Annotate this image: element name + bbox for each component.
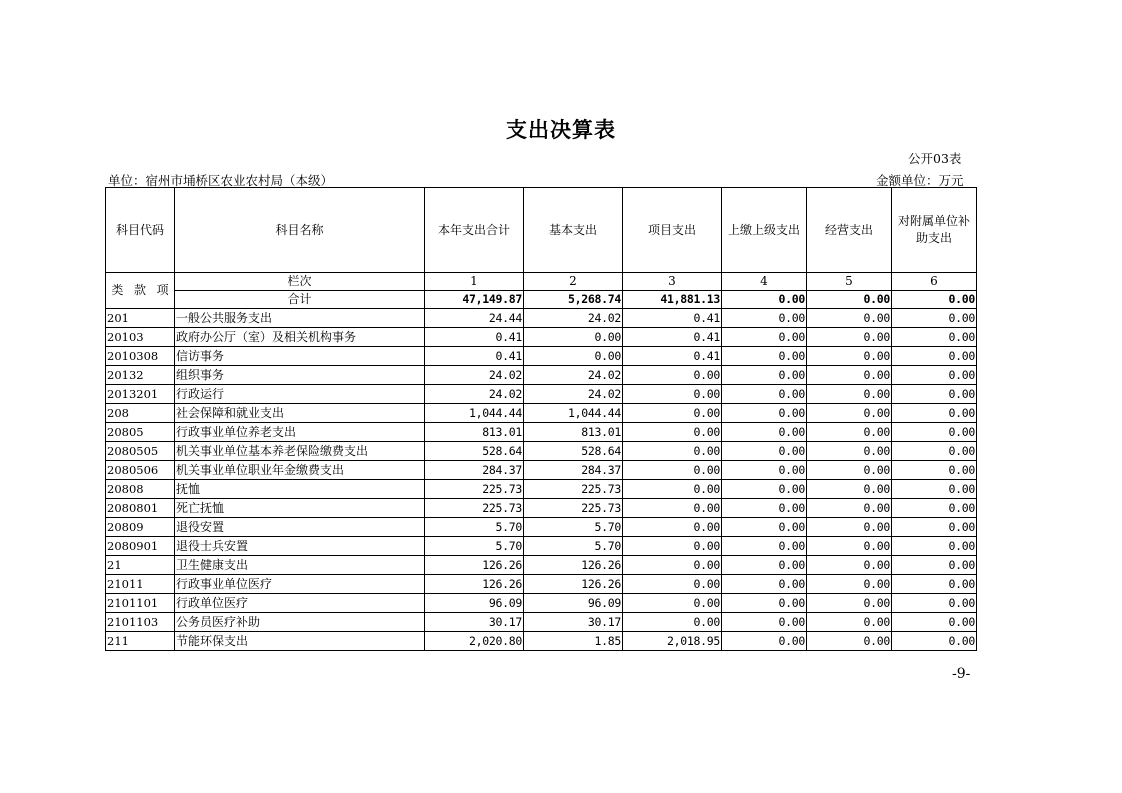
row-value: 813.01 — [425, 423, 524, 442]
row-value: 0.00 — [807, 328, 892, 347]
row-value: 225.73 — [524, 480, 623, 499]
row-value: 0.00 — [892, 461, 977, 480]
row-value: 2,018.95 — [623, 632, 722, 651]
row-value: 0.00 — [892, 328, 977, 347]
table-row — [106, 328, 977, 347]
document-title: 支出决算表 — [506, 117, 616, 142]
row-value: 0.00 — [623, 518, 722, 537]
header-name: 科目名称 — [175, 188, 425, 273]
row-code: 2080506 — [106, 461, 175, 480]
lei-kuan-xiang-cell — [106, 273, 175, 309]
row-value: 5.70 — [425, 518, 524, 537]
row-value: 0.00 — [892, 480, 977, 499]
row-code: 208 — [106, 404, 175, 423]
row-value: 1,044.44 — [425, 404, 524, 423]
row-value: 0.00 — [892, 556, 977, 575]
row-code: 2080901 — [106, 537, 175, 556]
row-value: 528.64 — [425, 442, 524, 461]
row-value: 0.00 — [892, 594, 977, 613]
row-value: 0.00 — [623, 461, 722, 480]
row-code: 20805 — [106, 423, 175, 442]
row-value: 0.00 — [807, 613, 892, 632]
row-code: 21 — [106, 556, 175, 575]
row-value: 528.64 — [524, 442, 623, 461]
row-value: 24.02 — [524, 385, 623, 404]
row-code: 2080505 — [106, 442, 175, 461]
row-name: 退役安置 — [175, 518, 425, 537]
row-name: 公务员医疗补助 — [175, 613, 425, 632]
row-value: 0.00 — [892, 366, 977, 385]
row-value: 0.00 — [623, 480, 722, 499]
row-value: 0.00 — [722, 442, 807, 461]
row-value: 0.00 — [623, 594, 722, 613]
row-value: 24.44 — [425, 309, 524, 328]
row-code: 20808 — [106, 480, 175, 499]
row-value: 0.00 — [892, 404, 977, 423]
table-row — [106, 575, 977, 594]
row-value: 0.00 — [807, 556, 892, 575]
row-value: 0.00 — [807, 309, 892, 328]
row-value: 5.70 — [524, 537, 623, 556]
row-code: 2080801 — [106, 499, 175, 518]
table-row — [106, 385, 977, 404]
row-value: 0.00 — [524, 347, 623, 366]
row-value: 0.00 — [892, 499, 977, 518]
row-name: 信访事务 — [175, 347, 425, 366]
row-value: 0.00 — [807, 480, 892, 499]
row-value: 0.00 — [623, 423, 722, 442]
row-value: 0.00 — [807, 404, 892, 423]
row-name: 机关事业单位职业年金缴费支出 — [175, 461, 425, 480]
row-value: 0.00 — [722, 423, 807, 442]
col-number: 3 — [623, 273, 722, 291]
row-value: 0.00 — [722, 613, 807, 632]
page-number: -9- — [952, 666, 971, 682]
money-unit-label: 金额单位：万元 — [876, 173, 964, 188]
row-value: 24.02 — [524, 309, 623, 328]
row-value: 0.00 — [722, 404, 807, 423]
row-name: 行政事业单位医疗 — [175, 575, 425, 594]
row-value: 813.01 — [524, 423, 623, 442]
row-value: 0.00 — [807, 423, 892, 442]
table-row — [106, 537, 977, 556]
row-name: 行政运行 — [175, 385, 425, 404]
row-value: 0.00 — [722, 328, 807, 347]
row-value: 0.00 — [623, 613, 722, 632]
table-row — [106, 518, 977, 537]
row-value: 0.00 — [892, 518, 977, 537]
row-value: 5.70 — [524, 518, 623, 537]
row-value: 0.00 — [623, 442, 722, 461]
summary-value: 0.00 — [722, 291, 807, 309]
row-value: 0.41 — [623, 347, 722, 366]
col-number: 1 — [425, 273, 524, 291]
row-value: 0.41 — [623, 309, 722, 328]
row-value: 0.00 — [807, 385, 892, 404]
row-code: 20103 — [106, 328, 175, 347]
row-value: 126.26 — [425, 575, 524, 594]
row-name: 抚恤 — [175, 480, 425, 499]
row-value: 24.02 — [524, 366, 623, 385]
row-value: 1.85 — [524, 632, 623, 651]
col-number: 4 — [722, 273, 807, 291]
form-number: 公开03表 — [908, 151, 962, 166]
row-value: 0.00 — [807, 499, 892, 518]
row-value: 0.00 — [892, 442, 977, 461]
row-value: 0.00 — [722, 556, 807, 575]
header-total: 本年支出合计 — [425, 188, 524, 273]
row-value: 0.41 — [623, 328, 722, 347]
table-row — [106, 461, 977, 480]
header-project: 项目支出 — [623, 188, 722, 273]
row-name: 行政事业单位养老支出 — [175, 423, 425, 442]
row-value: 0.00 — [722, 309, 807, 328]
row-value: 0.00 — [623, 366, 722, 385]
row-value: 126.26 — [524, 575, 623, 594]
row-value: 0.00 — [623, 404, 722, 423]
row-name: 死亡抚恤 — [175, 499, 425, 518]
row-value: 0.00 — [807, 347, 892, 366]
row-value: 0.00 — [892, 385, 977, 404]
header-row — [106, 188, 977, 273]
row-value: 0.00 — [623, 575, 722, 594]
row-code: 2101103 — [106, 613, 175, 632]
row-code: 201 — [106, 309, 175, 328]
row-value: 0.00 — [807, 537, 892, 556]
unit-label: 单位：宿州市埇桥区农业农村局（本级） — [108, 173, 334, 188]
row-value: 126.26 — [425, 556, 524, 575]
row-value: 24.02 — [425, 366, 524, 385]
row-value: 0.00 — [722, 461, 807, 480]
row-value: 0.00 — [892, 632, 977, 651]
table-row — [106, 309, 977, 328]
row-value: 0.00 — [722, 575, 807, 594]
row-name: 退役士兵安置 — [175, 537, 425, 556]
row-name: 行政单位医疗 — [175, 594, 425, 613]
row-value: 0.00 — [892, 309, 977, 328]
column-number-row — [106, 273, 977, 291]
row-value: 0.00 — [807, 594, 892, 613]
row-value: 284.37 — [425, 461, 524, 480]
row-name: 卫生健康支出 — [175, 556, 425, 575]
row-value: 0.00 — [807, 575, 892, 594]
table-row — [106, 556, 977, 575]
row-value: 0.00 — [807, 442, 892, 461]
header-xiang: 项 — [156, 283, 169, 297]
header-lei: 类 — [111, 283, 124, 297]
row-value: 225.73 — [425, 499, 524, 518]
row-value: 0.00 — [623, 499, 722, 518]
row-code: 211 — [106, 632, 175, 651]
row-name: 节能环保支出 — [175, 632, 425, 651]
table-body — [106, 309, 977, 651]
row-value: 0.00 — [807, 461, 892, 480]
row-value: 0.00 — [722, 366, 807, 385]
row-value: 0.00 — [722, 537, 807, 556]
summary-value: 41,881.13 — [623, 291, 722, 309]
row-value: 96.09 — [524, 594, 623, 613]
row-value: 96.09 — [425, 594, 524, 613]
row-name: 组织事务 — [175, 366, 425, 385]
row-name: 政府办公厅（室）及相关机构事务 — [175, 328, 425, 347]
row-code: 2010308 — [106, 347, 175, 366]
row-value: 0.00 — [722, 594, 807, 613]
table-row — [106, 442, 977, 461]
row-value: 0.00 — [807, 366, 892, 385]
header-subsidy: 对附属单位补助支出 — [892, 188, 977, 273]
row-name: 一般公共服务支出 — [175, 309, 425, 328]
row-value: 225.73 — [425, 480, 524, 499]
header-code: 科目代码 — [106, 188, 175, 273]
table-row — [106, 480, 977, 499]
row-value: 284.37 — [524, 461, 623, 480]
table-row — [106, 632, 977, 651]
table-row — [106, 613, 977, 632]
row-value: 0.41 — [425, 328, 524, 347]
table-row — [106, 423, 977, 442]
row-value: 0.00 — [892, 613, 977, 632]
summary-label: 合计 — [175, 291, 425, 309]
row-value: 0.00 — [892, 347, 977, 366]
row-value: 0.00 — [722, 632, 807, 651]
row-value: 0.00 — [623, 556, 722, 575]
header-kuan: 款 — [133, 283, 146, 297]
row-name: 机关事业单位基本养老保险缴费支出 — [175, 442, 425, 461]
row-value: 24.02 — [425, 385, 524, 404]
col-number: 5 — [807, 273, 892, 291]
row-value: 225.73 — [524, 499, 623, 518]
row-value: 0.00 — [892, 537, 977, 556]
table-row — [106, 594, 977, 613]
summary-value: 0.00 — [892, 291, 977, 309]
table-row — [106, 347, 977, 366]
row-value: 1,044.44 — [524, 404, 623, 423]
table-row — [106, 404, 977, 423]
row-code: 20132 — [106, 366, 175, 385]
row-value: 0.00 — [722, 347, 807, 366]
summary-value: 47,149.87 — [425, 291, 524, 309]
row-value: 0.00 — [623, 537, 722, 556]
table-row — [106, 499, 977, 518]
header-business: 经营支出 — [807, 188, 892, 273]
row-value: 0.00 — [892, 423, 977, 442]
row-value: 0.41 — [425, 347, 524, 366]
row-code: 20809 — [106, 518, 175, 537]
row-name: 社会保障和就业支出 — [175, 404, 425, 423]
row-value: 0.00 — [623, 385, 722, 404]
row-value: 5.70 — [425, 537, 524, 556]
row-value: 0.00 — [722, 499, 807, 518]
row-value: 0.00 — [722, 518, 807, 537]
table-row — [106, 366, 977, 385]
row-code: 21011 — [106, 575, 175, 594]
row-value: 2,020.80 — [425, 632, 524, 651]
summary-value: 5,268.74 — [524, 291, 623, 309]
row-value: 126.26 — [524, 556, 623, 575]
row-value: 0.00 — [892, 575, 977, 594]
row-value: 0.00 — [722, 480, 807, 499]
header-upper: 上缴上级支出 — [722, 188, 807, 273]
row-value: 0.00 — [722, 385, 807, 404]
row-value: 30.17 — [425, 613, 524, 632]
col-number: 2 — [524, 273, 623, 291]
summary-value: 0.00 — [807, 291, 892, 309]
summary-row — [106, 291, 977, 309]
header-basic: 基本支出 — [524, 188, 623, 273]
row-value: 0.00 — [807, 632, 892, 651]
row-code: 2013201 — [106, 385, 175, 404]
row-value: 0.00 — [524, 328, 623, 347]
row-code: 2101101 — [106, 594, 175, 613]
row-value: 30.17 — [524, 613, 623, 632]
lanci-label: 栏次 — [175, 273, 425, 291]
expenditure-table — [105, 187, 977, 651]
row-value: 0.00 — [807, 518, 892, 537]
col-number: 6 — [892, 273, 977, 291]
